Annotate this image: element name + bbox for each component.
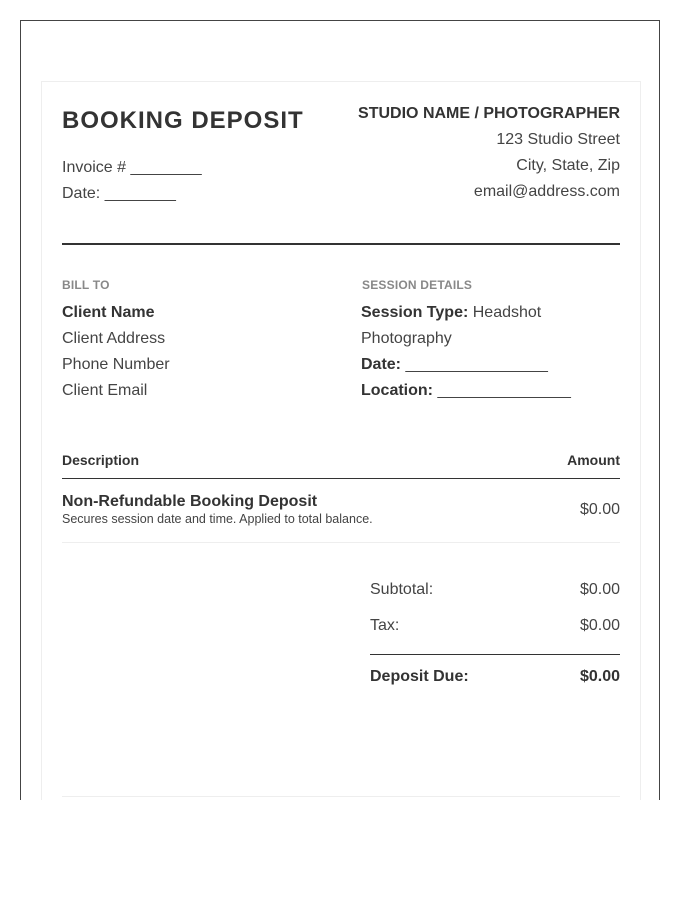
session-type-value: Headshot Photography [361,304,542,347]
bill-to-block [62,300,170,404]
deposit-due-value: $0.00 [579,668,620,685]
session-location-label: Location: [361,382,433,399]
studio-city: City, State, Zip [516,157,620,174]
client-phone: Phone Number [62,356,170,373]
session-location [361,378,621,404]
studio-name: STUDIO NAME / PHOTOGRAPHER [358,105,620,122]
client-name: Client Name [62,304,155,321]
session-date-label: Date: [361,356,402,373]
client-address: Client Address [62,330,166,347]
tax-value: $0.00 [579,617,620,634]
line-item-title: Non-Refundable Booking Deposit [62,493,318,510]
tax-label: Tax: [370,617,400,634]
line-item-amount: $0.00 [579,501,620,518]
footer-divider [62,796,620,797]
session-type-label: Session Type: [361,304,469,321]
bill-to-heading: BILL TO [62,278,110,292]
session-details-block [361,300,621,404]
deposit-due-label: Deposit Due: [370,668,469,685]
invoice-date-field: Date: ________ [62,185,176,202]
table-header-description: Description [62,452,140,468]
session-date [361,352,621,378]
studio-street: 123 Studio Street [496,131,620,148]
client-email: Client Email [62,382,148,399]
header-divider [62,243,620,245]
subtotal-value: $0.00 [579,581,620,598]
session-details-heading: SESSION DETAILS [362,278,473,292]
document-title: BOOKING DEPOSIT [62,107,304,134]
table-header-divider [62,478,620,479]
table-header-amount: Amount [567,452,620,468]
session-location-value: _______________ [437,382,571,399]
line-item-divider [62,542,620,543]
totals-divider [370,654,620,655]
session-type [361,300,621,352]
studio-info [358,104,620,205]
invoice-number-field: Invoice # ________ [62,159,202,176]
studio-email: email@address.com [473,183,620,200]
subtotal-label: Subtotal: [370,581,434,598]
session-date-value: ________________ [405,356,548,373]
line-item-subtitle: Secures session date and time. Applied to total balance. [62,512,373,526]
